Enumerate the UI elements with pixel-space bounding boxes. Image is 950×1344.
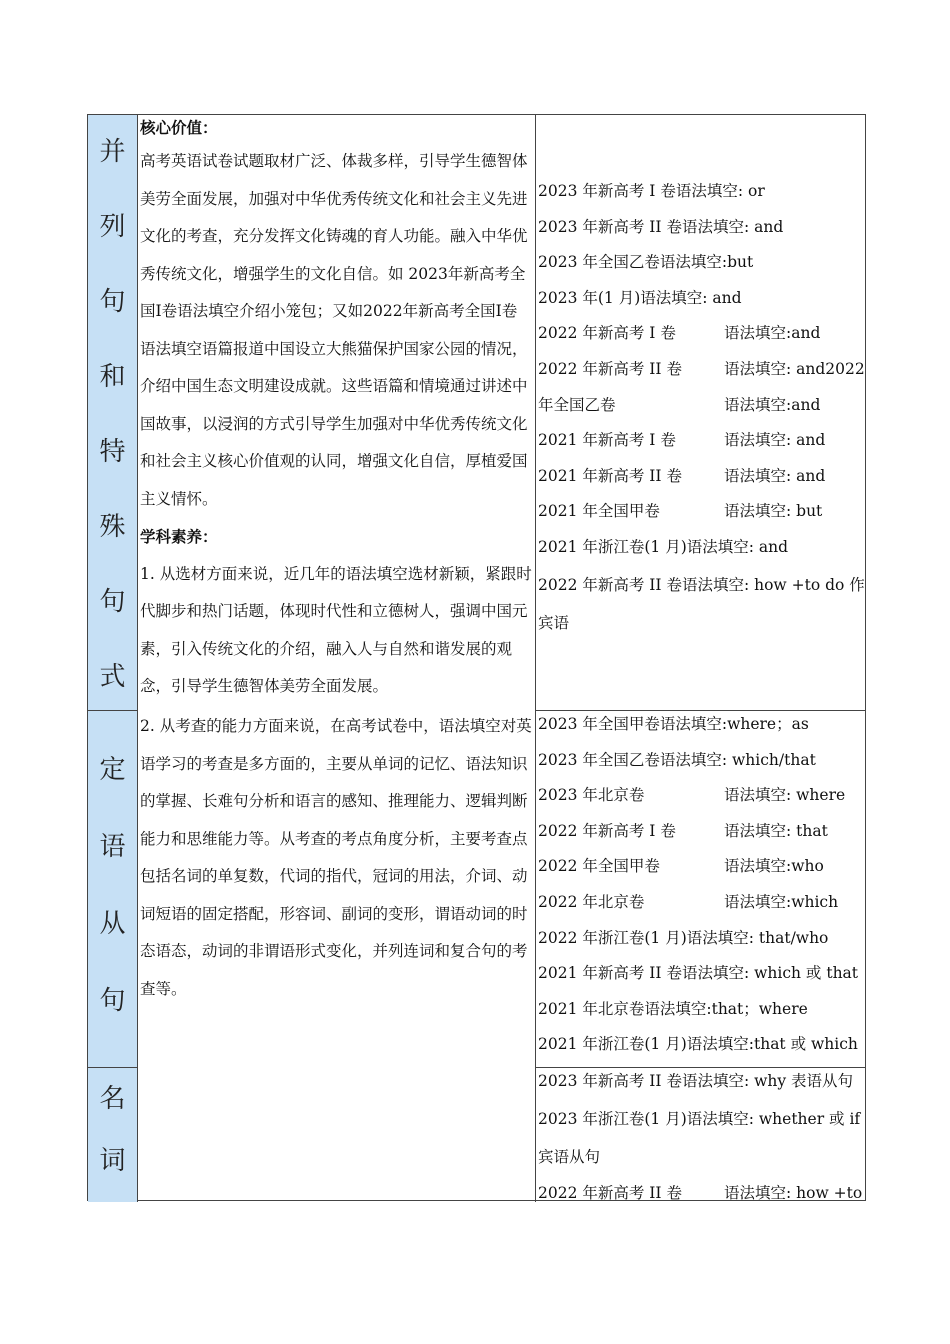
example-line: 2022 年新高考 II 卷 语法填空: how +to — [538, 1183, 863, 1202]
examples-noun — [538, 1064, 868, 1211]
example-line: 2022 年全国甲卷 语法填空:who — [538, 857, 824, 876]
example-line: 2022 年新高考 I 卷 语法填空: that — [538, 821, 828, 840]
label-char: 句 — [99, 287, 126, 317]
grid-line — [535, 115, 536, 1202]
core-value-title: 核心价值： — [140, 118, 218, 137]
section-label-attributive-clauses — [88, 711, 137, 1067]
example-line: 2022 年北京卷 语法填空:which — [538, 892, 839, 911]
example-line: 2023 年北京卷 语法填空: where — [538, 786, 846, 805]
example-line: 2023 年新高考 I 卷语法填空: or — [538, 182, 765, 200]
literacy-title: 学科素养： — [140, 527, 218, 546]
core-value-block — [140, 113, 532, 706]
label-char: 句 — [99, 587, 126, 617]
label-char: 并 — [99, 137, 126, 167]
label-char: 和 — [99, 362, 126, 392]
examples-coordinate — [538, 174, 868, 642]
example-line: 2021 年新高考 I 卷 语法填空: and — [538, 431, 826, 450]
example-line: 2022 年浙江卷(1 月)语法填空: that/who — [538, 928, 829, 947]
examples-attributive — [538, 707, 868, 1063]
example-line: 2022 年新高考 I 卷 语法填空:and — [538, 324, 821, 343]
example-line: 2021 年浙江卷(1 月)语法填空:that 或 which — [538, 1035, 858, 1054]
example-line: 2023 年新高考 II 卷语法填空: and — [538, 217, 784, 236]
label-char: 名 — [99, 1084, 126, 1114]
label-char: 殊 — [99, 512, 126, 542]
label-char: 定 — [99, 755, 126, 785]
example-line: 2021 年浙江卷(1 月)语法填空: and — [538, 537, 789, 556]
literacy-point-1: 1. 从选材方面来说，近几年的语法填空选材新颖，紧跟时代脚步和热门话题，体现时代性和立德树人，强调中国元素，引入传统文化的介绍，融入人与自然和谐发展的观念，引导学生德智体美劳全面发展。 — [140, 564, 532, 695]
label-char: 语 — [99, 832, 126, 862]
example-line: 2021 年全国甲卷 语法填空: but — [538, 502, 823, 521]
section-label-coordinate-clauses — [88, 115, 137, 710]
section-label-noun-clauses — [88, 1068, 137, 1202]
example-line: 2023 年全国乙卷语法填空:but — [538, 253, 754, 272]
example-line: 2023 年新高考 II 卷语法填空: why 表语从句 — [538, 1072, 854, 1090]
literacy-point-2: 2. 从考查的能力方面来说，在高考试卷中，语法填空对英语学习的考查是多方面的，主要从单词的记忆、语法知识的掌握、长难句分析和语言的感知、推理能力、逻辑判断能力和思维能力等。从考查的考点角度分析，主要考查点包括名词的单复数，代词的指代，冠词的用法，介词、动词短语的固定搭配，形容词、副词的变形，谓语动词的时态语态，动词的非谓语形式变化，并列连词和复合句的考查等。 — [140, 717, 532, 998]
grid-line — [137, 115, 138, 1202]
label-char: 句 — [99, 986, 126, 1016]
example-line: 2021 年北京卷语法填空:that；where — [538, 999, 808, 1018]
literacy-point-2-block — [140, 708, 532, 1008]
grammar-table — [87, 114, 866, 1201]
example-line: 2021 年新高考 II 卷 语法填空: and — [538, 466, 826, 485]
example-line: 2021 年新高考 II 卷语法填空: which 或 that — [538, 964, 859, 983]
example-line: 2023 年全国甲卷语法填空:where；as — [538, 715, 809, 733]
example-line: 年全国乙卷 语法填空:and — [538, 395, 821, 414]
example-line: 2022 年新高考 II 卷 语法填空: and2022 — [538, 359, 865, 378]
label-char: 词 — [99, 1146, 126, 1176]
label-char: 列 — [99, 212, 126, 242]
example-line: 2023 年浙江卷(1 月)语法填空: whether 或 if 宾语从句 — [538, 1109, 861, 1166]
example-line: 2023 年(1 月)语法填空: and — [538, 288, 742, 307]
example-line: 2022 年新高考 II 卷语法填空: how +to do 作宾语 — [538, 575, 865, 632]
core-value-text: 高考英语试卷试题取材广泛、体裁多样，引导学生德智体美劳全面发展，加强对中华优秀传统文化和社会主义先进文化的考查，充分发挥文化铸魂的育人功能。融入中华优秀传统文化，增强学生的文化自信。如 2023年新高考全国I卷语法填空介绍小笼包；又如2022年新高考全国I卷语法填空语篇报道中国设立大熊猫保护国家公园的情况，介绍中国生态文明建设成就。这些语篇和情境通过讲述中国故事，以浸润的方式引导学生加强对中华优秀传统文化和社会主义核心价值观的认同，增强文化自信，厚植爱国主义情怀。 — [140, 152, 528, 508]
label-char: 式 — [99, 662, 126, 692]
label-char: 特 — [99, 437, 126, 467]
example-line: 2023 年全国乙卷语法填空: which/that — [538, 750, 816, 769]
label-char: 从 — [99, 909, 126, 939]
